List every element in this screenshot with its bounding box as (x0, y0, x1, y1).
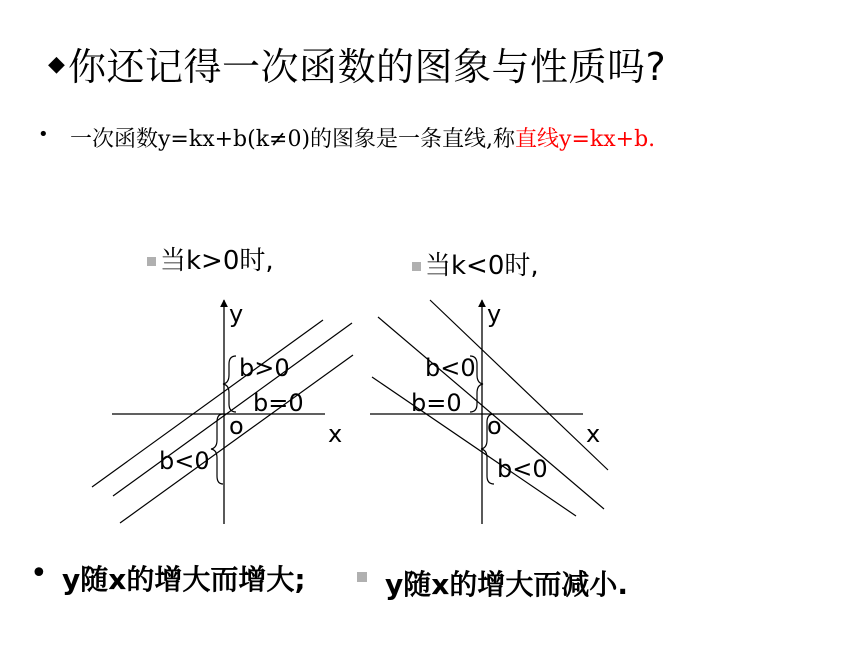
diagram-k-positive (92, 300, 353, 524)
intro-highlight: 直线y=kx+b. (515, 127, 656, 152)
diagram-k-negative (370, 300, 608, 524)
y-axis-label: y (487, 300, 502, 328)
conclusion1-bullet-icon: • (30, 556, 48, 591)
x-axis-label: x (586, 420, 601, 448)
case2-label: 当k<0时, (425, 251, 539, 281)
line-label-b-zero: b=0 (411, 389, 462, 417)
line-label-b-positive: b>0 (239, 354, 290, 382)
origin-label: o (229, 412, 244, 440)
intro-bullet-icon: • (38, 124, 49, 145)
y-axis-label: y (229, 300, 244, 328)
x-axis-label: x (328, 420, 343, 448)
title-bullet-icon: ◆ (48, 52, 65, 77)
line-label-upper: b<0 (425, 354, 476, 382)
conclusion-decreasing: y随x的增大而减小. (385, 568, 628, 601)
conclusion-increasing: y随x的增大而增大; (62, 563, 306, 596)
line-label-b-zero: b=0 (253, 389, 304, 417)
line-label-lower: b<0 (497, 455, 548, 483)
case1-label: 当k>0时, (160, 246, 274, 276)
line-upper (430, 300, 608, 470)
conclusion2-bullet-icon (357, 572, 367, 582)
page-title: 你还记得一次函数的图象与性质吗? (68, 45, 667, 89)
line-b-zero (113, 323, 352, 496)
intro-main: 一次函数y=kx+b(k≠0)的图象是一条直线,称 (70, 127, 516, 152)
line-label-b-negative: b<0 (159, 447, 210, 475)
origin-label: o (487, 412, 502, 440)
